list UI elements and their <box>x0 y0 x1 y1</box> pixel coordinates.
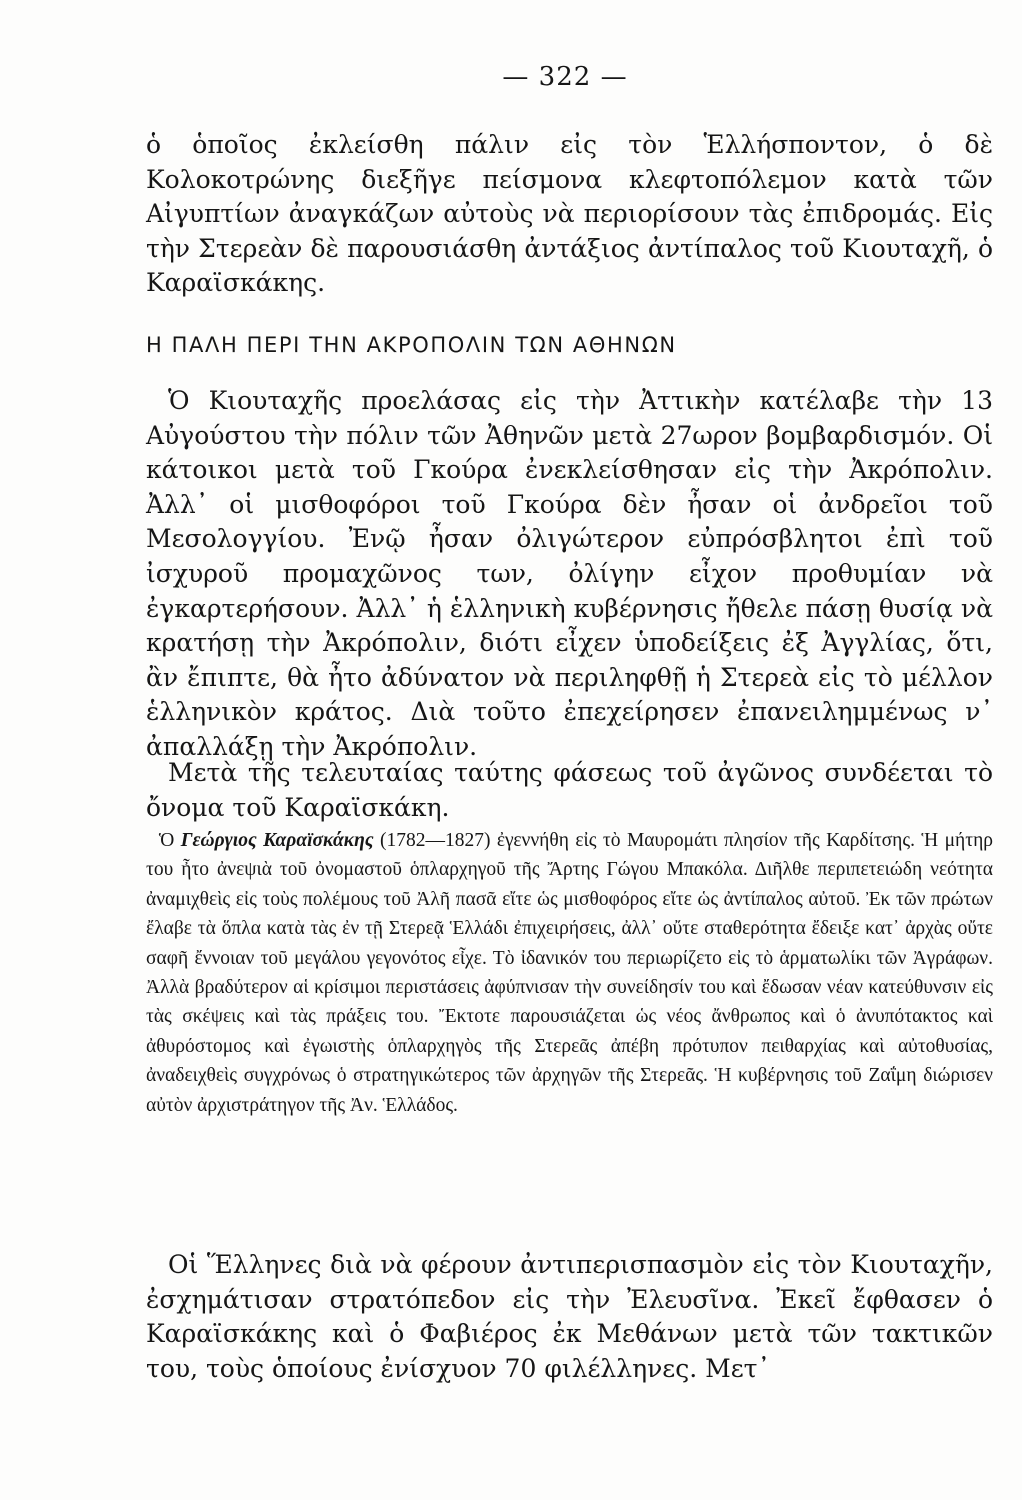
note-name: Γεώργιος Καραϊσκάκης <box>180 830 374 851</box>
acropolis-paragraph: Ὁ Κιουταχῆς προελάσας εἰς τὴν Ἀττικὴν κατέλαβε τὴν 13 Αὐγούστου τὴν πόλιν τῶν Ἀθηνῶν μετὰ 27ωρον βομβαρδισμόν. Οἱ κάτοικοι μετὰ τοῦ Γκούρα ἐνεκλείσθησαν εἰς τὴν Ἀκρόπολιν. Ἀλλ᾿ οἱ μισθοφόροι τοῦ Γκούρα δὲν ἦσαν οἱ ἀνδρεῖοι τοῦ Μεσολογγίου. Ἐνῷ ἦσαν ὀλιγώτερον εὐπρόσβλητοι ἐπὶ τοῦ ἰσχυροῦ προμαχῶνος των, ὀλίγην εἶχον προθυμίαν νὰ ἐγκαρτερήσουν. Ἀλλ᾿ ἡ ἑλληνικὴ κυβέρνησις ἤθελε πάσῃ θυσίᾳ νὰ κρατήσῃ τὴν Ἀκρόπολιν, διότι εἶχεν ὑποδείξεις ἐξ Ἀγγλίας, ὅτι, ἂν ἔπιπτε, θὰ ἦτο ἀδύνατον νὰ περιληφθῇ ἡ Στερεὰ εἰς τὸ μέλλον ἑλληνικὸν κράτος. Διὰ τοῦτο ἐπεχείρησεν ἐπανειλημμένως ν᾿ ἀπαλλάξῃ τὴν Ἀκρόπολιν. <box>146 386 993 761</box>
transition-paragraph: Μετὰ τῆς τελευταίας ταύτης φάσεως τοῦ ἀγῶνος συνδέεται τὸ ὄνομα τοῦ Καραϊσκάκη. <box>146 758 993 822</box>
section-heading: Η ΠΑΛΗ ΠΕΡΙ ΤΗΝ ΑΚΡΟΠΟΛΙΝ ΤΩΝ ΑΘΗΝΩΝ <box>146 333 677 357</box>
page-number: — 322 — <box>502 62 628 92</box>
closing-paragraph: Οἱ Ἕλληνες διὰ νὰ φέρουν ἀντιπερισπασμὸν εἰς τὸν Κιουταχῆν, ἐσχημάτισαν στρατόπεδον εἰς τὴν Ἐλευσῖνα. Ἐκεῖ ἔφθασεν ὁ Καραϊσκάκης καὶ ὁ Φαβιέρος ἐκ Μεθάνων μετὰ τῶν τακτικῶν του, τοὺς ὁποίους ἐνίσχυον 70 φιλέλληνες. Μετ᾿ <box>146 1250 993 1383</box>
opening-paragraph-block <box>146 128 993 301</box>
acropolis-paragraph-block <box>146 384 993 765</box>
closing-paragraph-block <box>146 1248 993 1386</box>
transition-paragraph-block <box>146 756 993 825</box>
biographical-note <box>146 826 993 1120</box>
note-lead: Ὁ <box>158 830 175 851</box>
note-text: (1782—1827) ἐγεννήθη εἰς τὸ Μαυρομάτι πλησίον τῆς Καρδίτσης. Ἡ μήτηρ του ἦτο ἀνεψιὰ τοῦ ὀνομαστοῦ ὁπλαρχηγοῦ τῆς Ἄρτης Γώγου Μπακόλα. Διῆλθε περιπετειώδη νεότητα ἀναμιχθεὶς εἰς τοὺς πολέμους τοῦ Ἀλῆ πασᾶ εἴτε ὡς μισθοφόρος εἴτε ὡς ἀντίπαλος αὐτοῦ. Ἐκ τῶν πρώτων ἔλαβε τὰ ὅπλα κατὰ τὰς ἐν τῇ Στερεᾷ Ἑλλάδι ἐπιχειρήσεις, ἀλλ᾿ οὔτε σταθερότητα ἔδειξε κατ᾿ ἀρχὰς οὔτε σαφῆ ἔννοιαν τοῦ μεγάλου γεγονότος εἶχε. Τὸ ἰδανικόν του περιωρίζετο εἰς τὸ ἁρματωλίκι τῶν Ἀγράφων. Ἀλλὰ βραδύτερον αἱ κρίσιμοι περιστάσεις ἀφύπνισαν τὴν συνείδησίν του καὶ ἔδωσαν νέαν κατεύθυνσιν εἰς τὰς σκέψεις καὶ τὰς πράξεις του. Ἔκτοτε παρουσιάζεται ὡς νέος ἄνθρωπος καὶ ὁ ἀνυπότακτος καὶ ἀθυρόστομος καὶ ἐγωιστὴς ὁπλαρχηγὸς τῆς Στερεᾶς ἀπέβη πρότυπον πειθαρχίας καὶ αὐτοθυσίας, ἀναδειχθεὶς συγχρόνως ὁ στρατηγικώτερος τῶν ἀρχηγῶν τῆς Στερεᾶς. Ἡ κυβέρνησις τοῦ Ζαΐμη διώρισεν αὐτὸν ἀρχιστράτηγον τῆς Ἀν. Ἑλλάδος. <box>146 830 994 1116</box>
biographical-note-block <box>146 826 993 1120</box>
opening-paragraph: ὁ ὁποῖος ἐκλείσθη πάλιν εἰς τὸν Ἑλλήσποντον, ὁ δὲ Κολοκοτρώνης διεξῆγε πείσμονα κλεφτοπόλεμον κατὰ τῶν Αἰγυπτίων ἀναγκάζων αὐτοὺς νὰ περιορίσουν τὰς ἐπιδρομάς. Εἰς τὴν Στερεὰν δὲ παρουσιάσθη ἀντάξιος ἀντίπαλος τοῦ Κιουταχῆ, ὁ Καραϊσκάκης. <box>146 130 993 298</box>
